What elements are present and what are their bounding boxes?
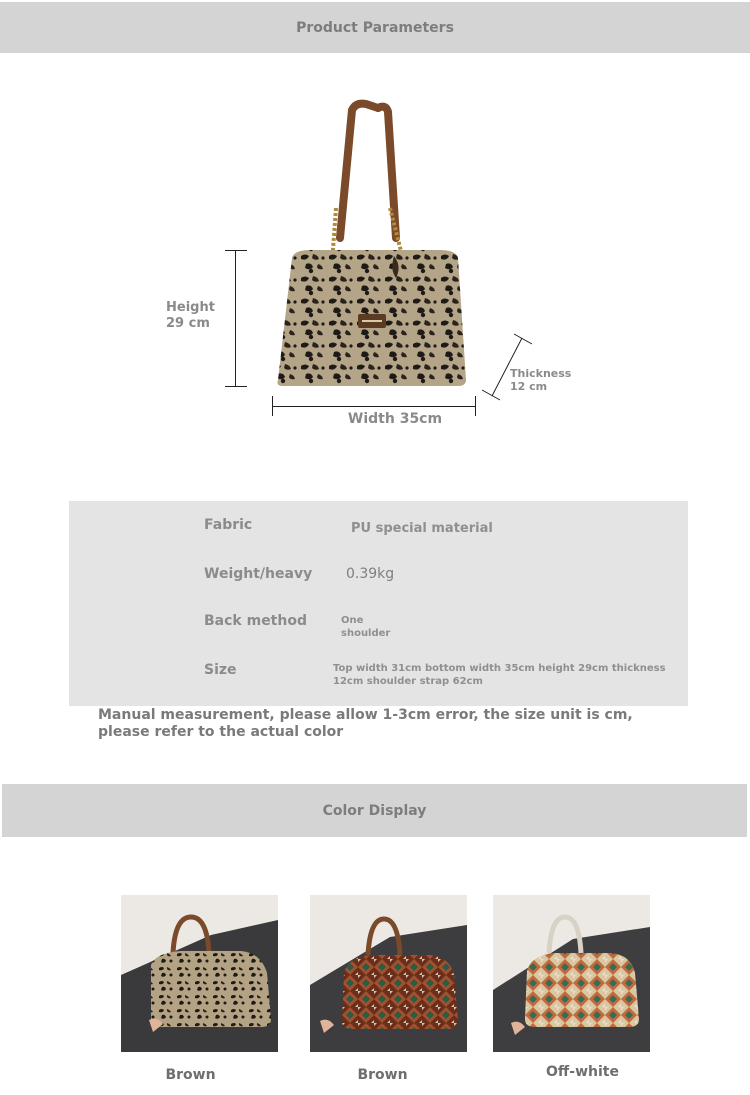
- product-image-leopard-bag: [270, 98, 480, 393]
- color-swatch-offwhite-diamond[interactable]: [493, 895, 650, 1052]
- width-dimension-cap-right: [475, 396, 476, 416]
- color-label-1: Brown: [165, 1067, 216, 1083]
- spec-key-back-method: Back method: [204, 613, 307, 629]
- color-swatch-brown-leopard[interactable]: [121, 895, 278, 1052]
- spec-key-fabric: Fabric: [204, 517, 253, 533]
- section-title: Product Parameters: [296, 19, 454, 36]
- section-header-color-display: [2, 784, 747, 837]
- spec-value-size: Top width 31cm bottom width 35cm height 29cm thickness 12cm shoulder strap 62cm: [333, 663, 666, 687]
- height-dimension-cap-top: [225, 250, 247, 251]
- width-label: Width 35cm: [347, 411, 443, 427]
- section-title: Color Display: [322, 802, 427, 819]
- height-dimension-cap-bottom: [225, 386, 247, 387]
- spec-key-weight: Weight/heavy: [204, 566, 313, 582]
- measurement-note: Manual measurement, please allow 1-3cm error, the size unit is cm, please refer to the actual color: [98, 707, 633, 740]
- section-header-product-parameters: [0, 2, 750, 53]
- width-dimension-line: [272, 406, 475, 407]
- spec-value-weight: 0.39kg: [346, 566, 395, 582]
- width-dimension-cap-left: [272, 396, 273, 416]
- spec-value-fabric: PU special material: [351, 521, 493, 536]
- color-label-2: Brown: [357, 1067, 408, 1083]
- height-label: Height 29 cm: [166, 300, 215, 331]
- color-label-3: Off-white: [546, 1064, 619, 1080]
- spec-table: [69, 501, 688, 706]
- color-swatch-brown-diamond[interactable]: [310, 895, 467, 1052]
- spec-key-size: Size: [204, 662, 237, 678]
- spec-value-back-method: One shoulder: [341, 615, 391, 639]
- thickness-label: Thickness 12 cm: [510, 367, 572, 393]
